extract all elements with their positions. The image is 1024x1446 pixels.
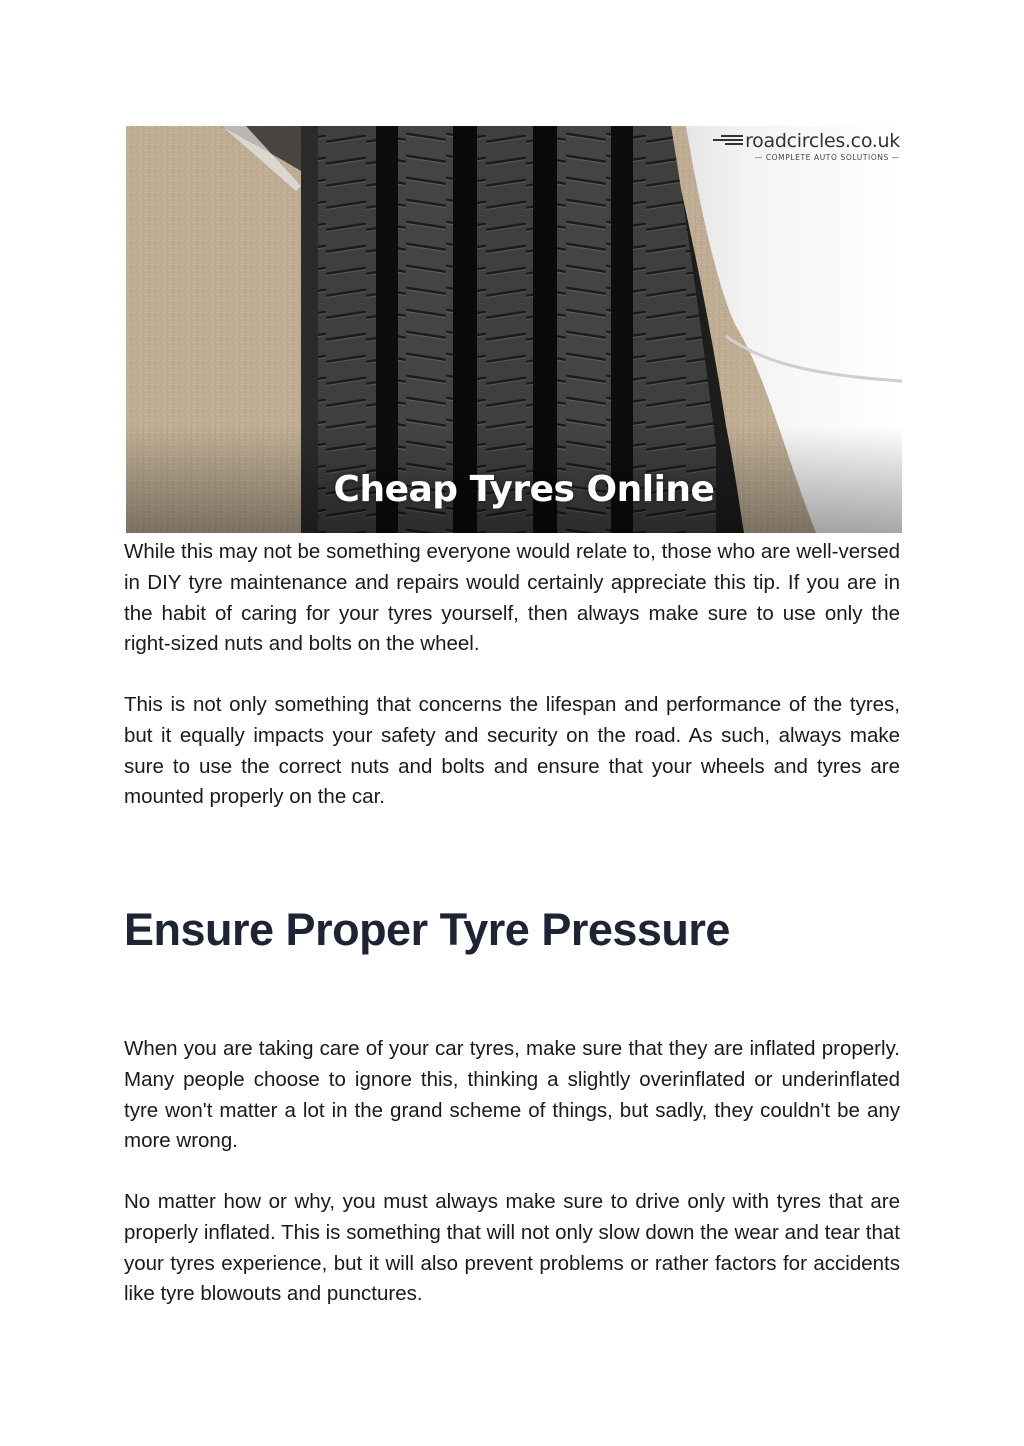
brand-name-text: roadcircles.co.uk: [745, 130, 900, 152]
paragraph-inflation: When you are taking care of your car tyres, make sure that they are inflated properly. Many people choose to ignore this, thinking a slightly overinflated or underinflated tyre won't matter a lot in the grand scheme of things, but sadly, they couldn't be any more wrong.: [124, 1037, 900, 1153]
brand-tagline: — COMPLETE AUTO SOLUTIONS —: [754, 153, 900, 162]
paragraph-nuts-bolts: While this may not be something everyone would relate to, those who are well-versed in DIY tyre maintenance and repairs would certainly appreciate this tip. If you are in the habit of caring for your tyres yourself, then always make sure to use only the right-sized nuts and bolts on the wheel.: [124, 540, 900, 656]
speed-lines-icon: [713, 134, 743, 146]
section-heading: Ensure Proper Tyre Pressure: [124, 904, 730, 955]
hero-image: [126, 126, 902, 533]
hero-caption: Cheap Tyres Online: [333, 469, 715, 510]
brand-logo: [700, 130, 900, 162]
paragraph-safety: This is not only something that concerns the lifespan and performance of the tyres, but it equally impacts your safety and security on the road. As such, always make sure to use the correct nuts and bolts and ensure that your wheels and tyres are mounted properly on the car.: [124, 693, 900, 809]
brand-name: [700, 130, 900, 152]
paragraph-inflated-tyres: No matter how or why, you must always make sure to drive only with tyres that are properly inflated. This is something that will not only slow down the wear and tear that your tyres experience, but it will also prevent problems or rather factors for accidents like tyre blowouts and punctures.: [124, 1190, 900, 1306]
